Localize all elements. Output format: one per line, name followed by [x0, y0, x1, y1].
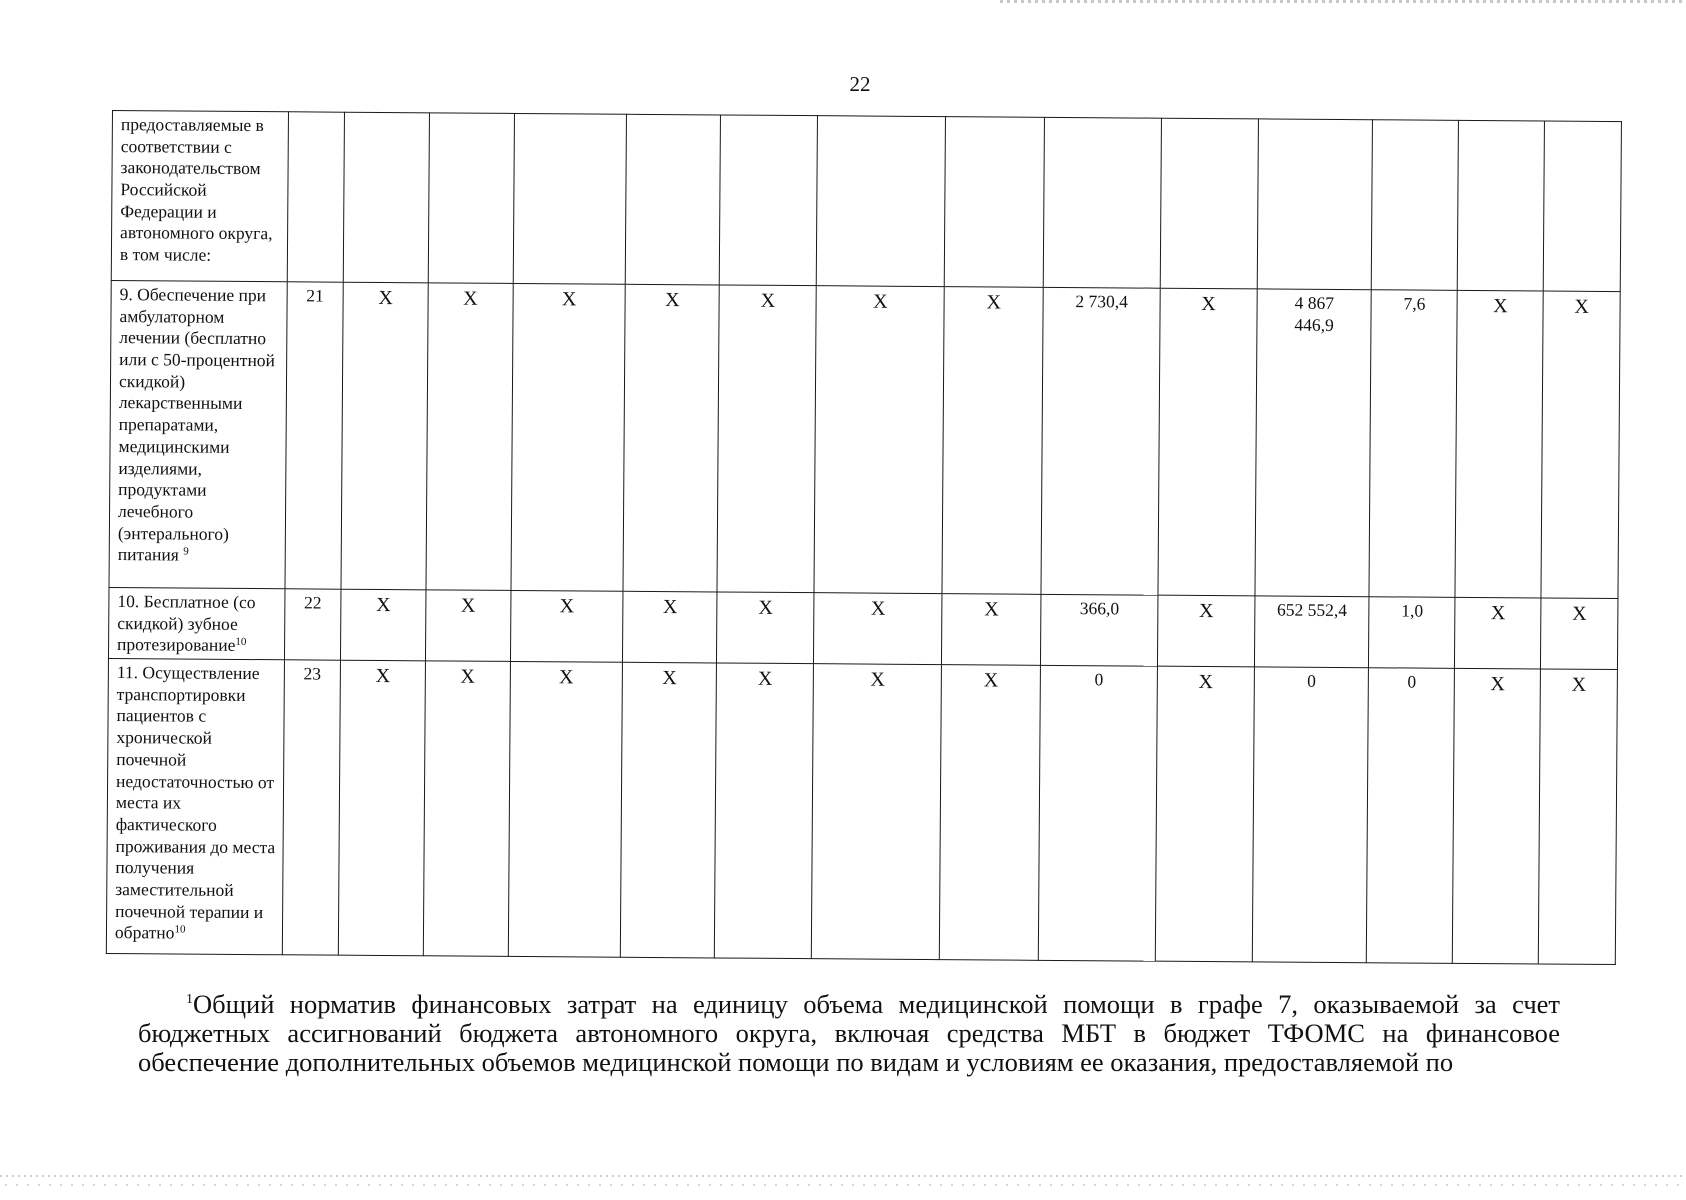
table-cell: Х	[425, 590, 510, 662]
table-cell: 0	[1252, 667, 1369, 963]
table-cell: Х	[812, 664, 942, 960]
scan-edge-bottom	[0, 1173, 1686, 1193]
table-cell	[817, 116, 946, 287]
table-row	[109, 280, 1620, 598]
table-cell: Х	[426, 283, 513, 591]
table-cell: Х	[942, 594, 1042, 666]
table-cell: Х	[1158, 288, 1257, 596]
table-cell	[428, 113, 514, 284]
row-number: 23	[282, 660, 340, 955]
footnote-ref: 10	[174, 923, 186, 936]
table-cell: Х	[1155, 666, 1254, 962]
table-cell: Х	[338, 660, 425, 956]
table-cell: Х	[510, 590, 623, 662]
table-cell: 4 867 446,9	[1255, 289, 1372, 597]
table-cell: 652 552,4	[1254, 596, 1369, 668]
table-cell: Х	[942, 287, 1043, 595]
table-cell: Х	[939, 665, 1040, 961]
table-cell	[1543, 121, 1621, 292]
table-cell	[944, 117, 1044, 288]
scan-edge-top	[1000, 0, 1686, 3]
table-row	[108, 587, 1617, 669]
table-cell	[343, 112, 429, 283]
table-cell: 7,6	[1369, 290, 1457, 598]
row-description: предоставляемые в соответствии с законодательством Российской Федерации и автономного округа, в том числе:	[111, 111, 288, 282]
table-row	[106, 659, 1617, 965]
table-cell: Х	[1157, 595, 1255, 667]
table-cell	[287, 112, 344, 282]
table-cell	[719, 115, 817, 286]
table-cell	[1458, 120, 1545, 291]
table-cell	[625, 114, 720, 285]
table-cell: Х	[341, 589, 426, 661]
table-cell: 0	[1367, 668, 1455, 964]
table-cell: Х	[717, 592, 815, 664]
page-number: 22	[849, 72, 871, 96]
table-cell	[513, 113, 627, 284]
table-cell: 366,0	[1041, 594, 1158, 666]
footnote-ref: 10	[235, 636, 247, 649]
row-description: 10. Бесплатное (со скидкой) зубное протезирование$^{10}$	[108, 587, 284, 659]
table-cell: Х	[623, 284, 719, 592]
table-cell: Х	[1538, 669, 1617, 965]
table-cell: Х	[1455, 597, 1541, 669]
footnote	[138, 990, 1560, 1077]
table-cell: 2 730,4	[1041, 287, 1160, 595]
table-cell	[1160, 118, 1258, 289]
table-cell: 1,0	[1369, 597, 1455, 669]
table-cell: Х	[717, 285, 816, 593]
footnote-text: $^1$Общий норматив финансовых затрат на единицу объема медицинской помощи в графе 7, оказываемой за счет бюджетных ассигнований бюджета автономного округа, включая средства МБТ в бюджет ТФОМС на финансовое обеспечение дополнительных объемов медицинской помощи по видам и условиям ее оказания, предоставляемой по	[138, 989, 1560, 1078]
table-cell: Х	[423, 661, 510, 957]
table-cell: Х	[1453, 668, 1541, 964]
table-cell: Х	[623, 591, 718, 663]
table-cell: Х	[814, 593, 942, 665]
data-table	[106, 110, 1622, 965]
row-description: 11. Осуществление транспортировки пациентов с хронической почечной недостаточностью от места их фактического проживания до места получения заместительной почечной терапии и обратно$^{10}$	[106, 659, 284, 955]
table-cell: Х	[1541, 291, 1620, 599]
table-cell: Х	[511, 283, 626, 591]
table-container	[106, 110, 1622, 961]
footnote-marker: 1	[186, 992, 193, 1007]
table-cell: Х	[621, 662, 717, 958]
table-cell	[1257, 119, 1373, 290]
row-number: 21	[285, 282, 343, 589]
table-cell: Х	[1541, 598, 1618, 670]
table-row	[111, 111, 1621, 292]
table-cell: Х	[1455, 290, 1543, 598]
table-cell	[1044, 117, 1162, 288]
table-cell: Х	[341, 282, 428, 590]
footnote-ref: 9	[183, 545, 189, 558]
table-cell	[1372, 120, 1459, 291]
table-cell: Х	[715, 663, 814, 959]
row-number: 22	[284, 589, 341, 660]
table-cell: 0	[1039, 665, 1158, 961]
row-description: 9. Обеспечение при амбулаторном лечении (бесплатно или с 50-процентной скидкой) лекарственными препаратами, медицинскими изделиями, продуктами лечебного (энтерального) питания $^9$	[109, 280, 287, 588]
table-cell: Х	[814, 286, 944, 594]
table-cell: Х	[508, 661, 623, 957]
